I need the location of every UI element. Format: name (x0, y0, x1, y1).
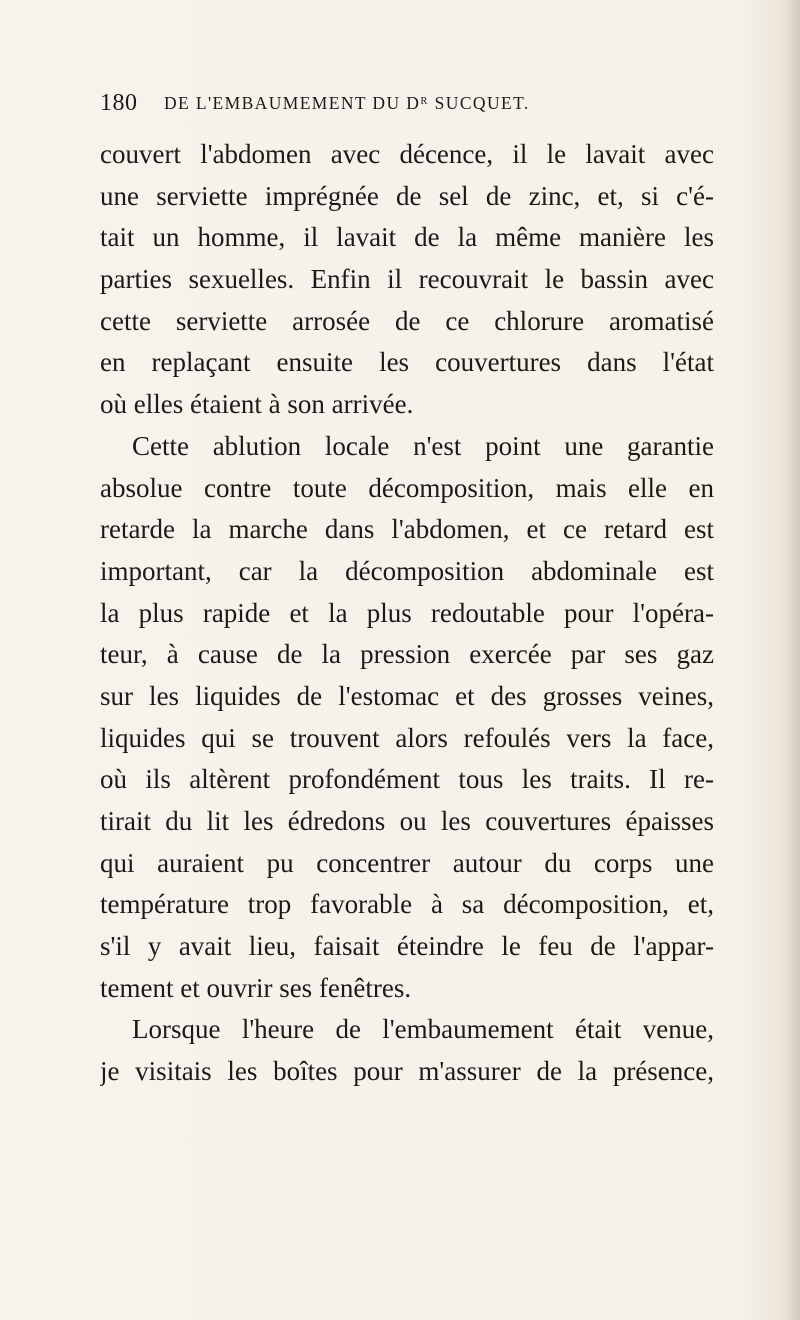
body-text (100, 134, 714, 1093)
text-line: cette serviette arrosée de ce chlorure aromatisé (100, 305, 714, 336)
paragraph-start-line: Lorsque l'heure de l'embaumement était venue, (132, 1014, 714, 1045)
text-line: je visitais les boîtes pour m'assurer de la présence, (100, 1056, 714, 1087)
text-line: tement et ouvrir ses fenêtres. (100, 972, 412, 1003)
text-line: tait un homme, il lavait de la même manière les (100, 222, 714, 253)
text-line: où elles étaient à son arrivée. (100, 389, 414, 420)
page-edge-shadow (786, 0, 800, 1320)
page-number: 180 (100, 90, 138, 116)
text-line: la plus rapide et la plus redoutable pour l'opéra- (100, 597, 714, 628)
page-header (100, 90, 714, 124)
text-line: qui auraient pu concentrer autour du corps une (100, 847, 714, 878)
text-line: couvert l'abdomen avec décence, il le lavait avec (100, 139, 714, 169)
text-line: température trop favorable à sa décomposition, et, (100, 889, 714, 920)
text-line: tirait du lit les édredons ou les couvertures épaisses (100, 806, 714, 836)
text-line: sur les liquides de l'estomac et des grosses veines, (100, 680, 714, 711)
text-line: en replaçant ensuite les couvertures dans l'état (100, 347, 714, 378)
text-line: où ils altèrent profondément tous les traits. Il re- (100, 764, 714, 795)
paragraph-start-line: Cette ablution locale n'est point une garantie (132, 430, 714, 461)
text-line: retarde la marche dans l'abdomen, et ce retard est (100, 514, 714, 545)
text-line: une serviette imprégnée de sel de zinc, et, si c'é- (100, 180, 714, 211)
text-line: parties sexuelles. Enfin il recouvrait le bassin avec (100, 264, 714, 295)
text-line: s'il y avait lieu, faisait éteindre le feu de l'appar- (100, 931, 714, 962)
text-line: important, car la décomposition abdominale est (100, 555, 714, 586)
text-line: absolue contre toute décomposition, mais elle en (100, 472, 714, 503)
text-line: liquides qui se trouvent alors refoulés vers la face, (100, 722, 714, 753)
running-title: DE L'EMBAUMEMENT DU Dᴿ SUCQUET. (164, 93, 530, 113)
text-line: teur, à cause de la pression exercée par ses gaz (100, 639, 714, 670)
